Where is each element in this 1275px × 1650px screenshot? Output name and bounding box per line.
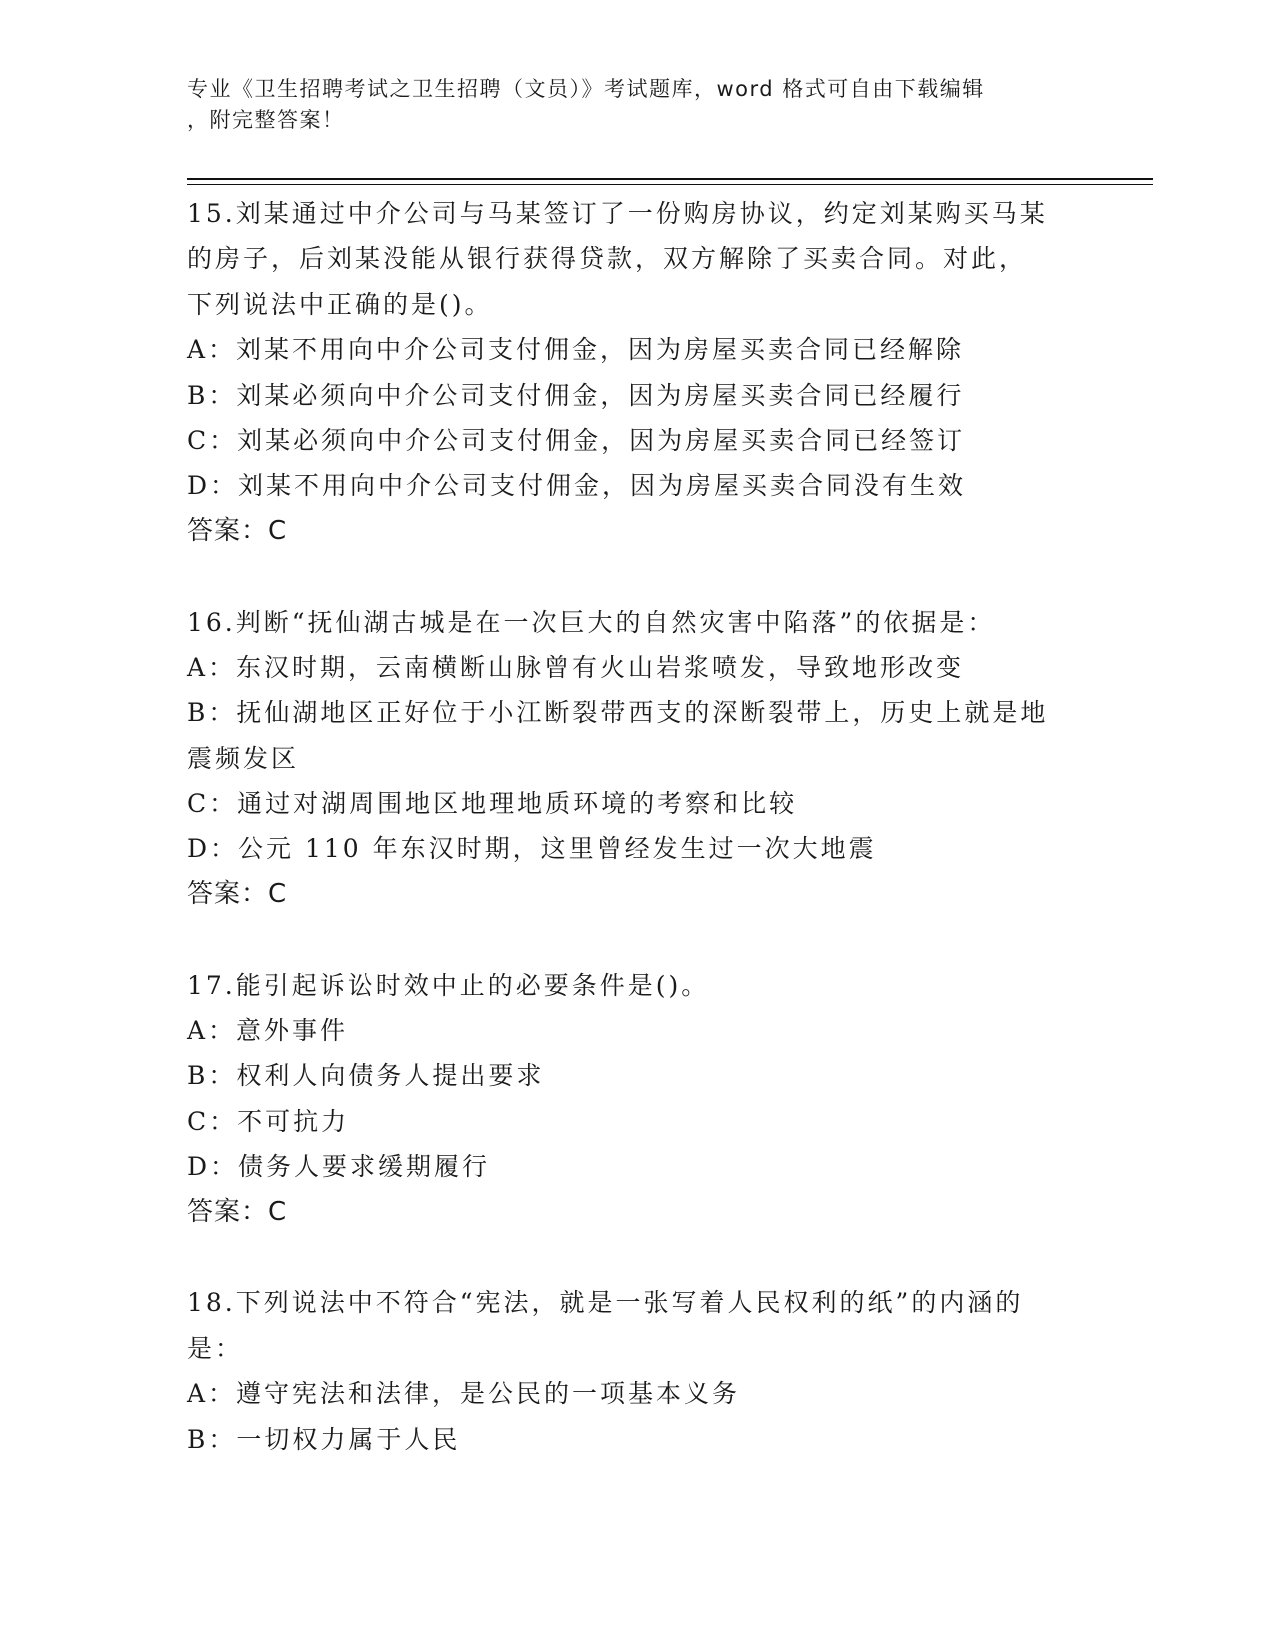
option-line: A：意外事件 <box>187 1016 349 1046</box>
question-spacer <box>187 554 1087 599</box>
option-line: A：遵守宪法和法律，是公民的一项基本义务 <box>187 1379 741 1409</box>
option-line: B：刘某必须向中介公司支付佣金，因为房屋买卖合同已经履行 <box>187 380 965 410</box>
question-block <box>187 963 1087 1235</box>
question-list <box>187 191 1087 1462</box>
option-line: B：权利人向债务人提出要求 <box>187 1061 545 1091</box>
header-line-1: 专业《卫生招聘考试之卫生招聘（文员）》考试题库，word 格式可自由下载编辑 <box>187 77 985 101</box>
question-spacer <box>187 1235 1087 1280</box>
option-line: C：不可抗力 <box>187 1106 350 1136</box>
answer-line: 答案：C <box>187 1196 288 1227</box>
question-stem-line: 17.能引起诉讼时效中止的必要条件是()。 <box>187 970 710 1000</box>
option-line: A：东汉时期，云南横断山脉曾有火山岩浆喷发，导致地形改变 <box>187 652 965 682</box>
question-stem-line: 是： <box>187 1333 244 1363</box>
option-line: 震频发区 <box>187 743 300 773</box>
option-line: C：刘某必须向中介公司支付佣金，因为房屋买卖合同已经签订 <box>187 425 966 455</box>
question-block <box>187 600 1087 918</box>
option-line: B：抚仙湖地区正好位于小江断裂带西支的深断裂带上，历史上就是地 <box>187 698 1049 728</box>
header-line-2: ，附完整答案！ <box>187 108 345 132</box>
option-line: D：刘某不用向中介公司支付佣金，因为房屋买卖合同没有生效 <box>187 471 967 501</box>
option-line: C：通过对湖周围地区地理地质环境的考察和比较 <box>187 789 798 819</box>
option-line: B：一切权力属于人民 <box>187 1424 461 1454</box>
question-stem-line: 16.判断“抚仙湖古城是在一次巨大的自然灾害中陷落”的依据是： <box>187 607 996 637</box>
header-divider-thin <box>187 184 1153 185</box>
answer-line: 答案：C <box>187 515 288 546</box>
question-stem-line: 18.下列说法中不符合“宪法，就是一张写着人民权利的纸”的内涵的 <box>187 1288 1024 1318</box>
option-line: D：公元 110 年东汉时期，这里曾经发生过一次大地震 <box>187 834 877 864</box>
question-stem-line: 15.刘某通过中介公司与马某签订了一份购房协议，约定刘某购买马某 <box>187 199 1048 228</box>
question-spacer <box>187 917 1087 962</box>
question-stem-line: 下列说法中正确的是()。 <box>187 289 493 319</box>
question-block <box>187 191 1087 554</box>
header-divider-thick <box>187 178 1153 180</box>
question-stem-line: 的房子，后刘某没能从银行获得贷款，双方解除了买卖合同。对此， <box>187 244 1028 274</box>
option-line: A：刘某不用向中介公司支付佣金，因为房屋买卖合同已经解除 <box>187 335 965 365</box>
option-line: D：债务人要求缓期履行 <box>187 1152 491 1182</box>
document-header <box>187 74 1067 136</box>
question-block <box>187 1280 1087 1462</box>
answer-line: 答案：C <box>187 878 288 909</box>
